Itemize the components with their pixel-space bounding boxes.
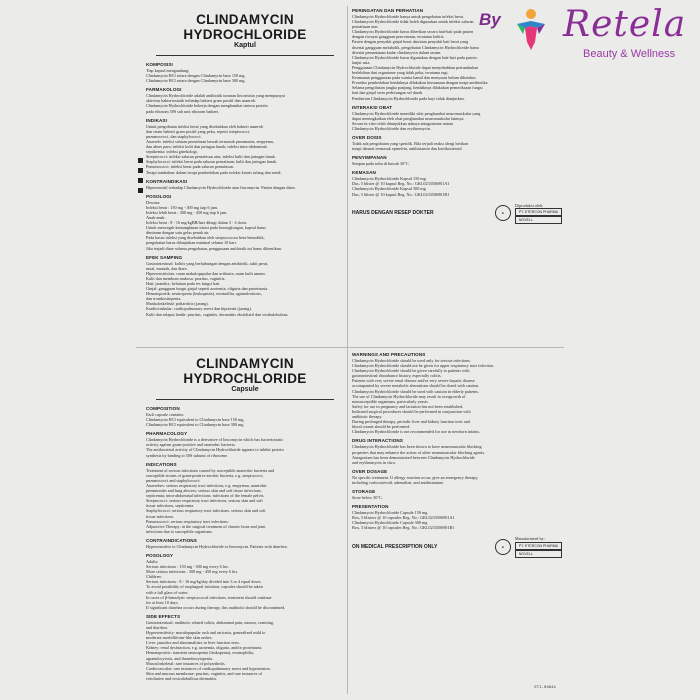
section-heading: PRESENTATION [352, 504, 389, 510]
section-line: Infeksi berat : 8 - 16 mg/kgBB/hari dibagi dalam 3 - 4 dosis. [146, 220, 248, 226]
section-heading: KOMPOSISI [146, 62, 173, 67]
section-line: Pemberian Clindamycin Hydrochloride pada bayi tidak dianjurkan. [352, 95, 465, 101]
section-line: mual, muntah, dan diare. [146, 265, 188, 271]
section-line: Hati: jaundice, kelainan pada tes fungsi hati. [146, 281, 221, 286]
section-body [146, 620, 344, 681]
section-heading: PENYIMPANAN [352, 155, 387, 161]
section-line: Dus, 5 blister @ 10 kapsul Reg. No.: GKL0233506901A1 [352, 181, 450, 187]
section-line: Penggunaan Clindamycin Hydrochloride dapat menyebabkan pertumbuhan [352, 64, 479, 70]
section-body [146, 437, 344, 457]
sections-en-right [352, 352, 562, 530]
section-line: for at least 10 days. [146, 599, 179, 605]
section-heading: KONTRAINDIKASI [146, 178, 188, 184]
section-heading: COMPOSITION [146, 406, 180, 411]
section-line: If significant diarrhea occurs during therapy, this antibiotic should be discontinued. [146, 604, 286, 610]
section-line: Each capsule contains: [146, 412, 185, 417]
manufacturer-logo-icon: ⊕ [495, 205, 511, 221]
section-line: Pada kasus infeksi yang disebabkan oleh streptococcus beta-hemolitik, [146, 235, 265, 241]
section-line: Serious infections : 150 mg - 300 mg every 6 hrs. [146, 564, 229, 570]
section-side-effects [146, 614, 344, 681]
section-line: Children: [146, 574, 162, 580]
section-line: aktivitas bakteriostatik terhadap bakteri gram positif dan anaerob. [146, 98, 256, 104]
section-heading: WARNINGS AND PRECAUTIONS [352, 352, 426, 357]
section-line: berlebihan dari organisme yang tidak peka, terutama ragi. [352, 70, 449, 76]
section-line: Clindamycin Hydrochloride Capsule 300 mg [352, 520, 428, 526]
section-line: Adults: [146, 558, 159, 564]
section-heading: EFEK SAMPING [146, 254, 183, 260]
section-line: Muskuloskeletal: poliartritis (jarang). [146, 301, 209, 307]
section-line: Hypersensitive to Clindamycin Hydrochloride or lincomycin. Patients with diarrhea. [146, 543, 288, 549]
section-presentation [352, 504, 562, 530]
watermark-brand: Retela [563, 4, 687, 45]
section-pharmacology [146, 431, 344, 457]
section-line: Pasien dengan penyakit ginjal berat dan/atau penyakit hati berat yang [352, 39, 469, 45]
section-heading: DRUG INTERACTIONS [352, 438, 403, 444]
section-line: Selama pengobatan jangka panjang, hendaknya dilakukan pemeriksaan fungsi [352, 85, 483, 91]
section-composition [146, 406, 344, 427]
section-body [352, 495, 562, 500]
section-line: Hypersensitivity: maculopapular rash and urticaria, generalized mild to [146, 630, 266, 636]
section-line: Clindamycin Hydrochloride Kapsul 150 mg [352, 176, 426, 182]
section-body [146, 124, 344, 175]
section-line: Clindamycin Hydrochloride should not be given for upper respiratory tract infection. [352, 363, 495, 369]
section-line: tissue infections. [146, 513, 175, 519]
section-over-dosis [352, 135, 562, 151]
section-line: Untuk pengobatan infeksi berat yang disebabkan oleh bakteri anaerob [146, 123, 263, 129]
section-line: Store below 30°C. [352, 494, 383, 500]
section-line: susceptible strains of gram-positive aerobic bacteria, e.g. streptococci, [146, 472, 264, 478]
section-heading: PERINGATAN DAN PERHATIAN [352, 8, 424, 13]
section-body [352, 176, 562, 196]
section-line: Clindamycin Hydrochloride should be used with caution in elderly patients. [352, 388, 479, 394]
leaflet-subtitle-en: Capsule [231, 386, 259, 393]
section-body [146, 468, 344, 534]
section-line: Gastrointestinal: kolitis yang berhubungan dengan antibiotik, sakit perut, [146, 260, 269, 266]
section-line: Patients with very severe renal disease and/or very severe hepatic disease [352, 378, 475, 384]
section-body [146, 544, 344, 549]
section-posology [146, 553, 344, 610]
document-code: ETI-04841 [534, 686, 556, 690]
section-line: diminum dengan satu gelas penuh air. [146, 230, 210, 236]
section-line: moderate morbilliform-like skin rashes. [146, 635, 213, 641]
print-registration-marks [138, 8, 144, 344]
manufacturer-line-en: Manufactured by: [514, 536, 545, 542]
section-line: Kardiovaskular: cardiopulmonary arrest dan hipotensi (jarang). [146, 306, 252, 312]
section-line: Anaerob: infeksi saluran pernafasan bawah termasuk pneumonia, empyema, [146, 138, 274, 144]
section-line: Kulit dan membran mukosa: pruritus, vaginitis. [146, 275, 226, 281]
section-line: agranulocytosis, and thrombocytopenia. [146, 655, 213, 661]
section-heading: OVER DOSIS [352, 134, 382, 140]
section-heading: OVER DOSAGE [352, 468, 388, 474]
section-line: Clindamycin Hydrochloride hanya untuk pengobatan infeksi berat. [352, 14, 464, 19]
section-komposisi [146, 62, 344, 83]
section-line: Secara in vitro telah ditunjukkan adanya antagonisme antara [352, 120, 454, 126]
section-posologi [146, 194, 344, 251]
section-line: Clindamycin Hydrochloride should be given carefully to patients with [352, 368, 470, 374]
section-body [352, 141, 562, 151]
section-line: Hipersensitivitas: ruam makulopapular dan urtikaria, ruam kulit umum. [146, 270, 266, 276]
section-drug-interactions [352, 438, 562, 464]
section-heading: STORAGE [352, 488, 376, 494]
section-line: dan trombositopenia. [146, 296, 182, 302]
section-line: pengobatan harus dilanjutkan minimal selama 10 hari. [146, 240, 237, 246]
section-heading: SIDE EFFECTS [146, 613, 181, 619]
section-line: dapat meningkatkan efek obat penghambat neuromuskular lainnya. [352, 115, 465, 121]
section-line: Musculoskeletal: rare instances of polyarthritis. [146, 660, 226, 666]
section-line: Antagonism has been demonstrated between Clindamycin Hydrochloride [352, 454, 475, 460]
section-line: blood counts should be performed. [352, 424, 411, 430]
section-line: dan abses paru; infeksi kulit dan jaringan lunak; infeksi intra-abdominal, [146, 144, 268, 150]
section-line: Tidak ada pengobatan yang spesifik. Bila terjadi reaksi alergi berikan [352, 140, 469, 146]
section-penyimpanan [352, 155, 562, 166]
section-line: Staphylococci: infeksi berat pada saluran pernafasan, kulit dan jaringan lunak. [146, 159, 278, 165]
section-heading: FARMAKOLOGI [146, 87, 182, 93]
section-line: No specific treatment. If allergy reaction occur, give an emergency therapy, [352, 474, 479, 480]
section-body [352, 475, 562, 485]
section-line: In cases of β-hemolytic streptococcal infections, treatment should continue [146, 594, 272, 600]
section-line: nonsusceptible organisms, particularly yeasts. [352, 398, 429, 404]
section-line: Clindamycin Hydrochloride has been shown to have neuromuscular blocking [352, 444, 482, 450]
section-body [146, 559, 344, 610]
section-contraindications [146, 538, 344, 549]
section-body [352, 111, 562, 131]
panel-english-left [138, 352, 344, 692]
section-line: Adjunctive Therapy: in the surgical treatment of chronic bone and joint [146, 523, 266, 529]
section-line: Gastrointestinal: antibiotic related colitis, abdominal pain, nausea, vomiting, [146, 619, 275, 625]
section-line: Clindamycin Hydrochloride is a derivative of lincomycin which has bacteriostatic [146, 437, 284, 443]
section-heading: PHARMACOLOGY [146, 431, 188, 437]
horizontal-fold-line [136, 347, 564, 348]
section-line: pneumococci and staphylococci. [146, 477, 201, 483]
section-line: Clindamycin Hydrochloride harus diberikan secara hati-hati pada pasien [352, 29, 474, 35]
section-line: gastrointestinal disturbance history, especially colitis. [352, 373, 442, 379]
panel-english-right [352, 352, 562, 692]
section-line: Cardiovascular: rare instances of cardiopulmonary arrest and hypotension. [146, 665, 271, 671]
section-indikasi [146, 118, 344, 175]
section-body [352, 161, 562, 166]
section-line: Clindamycin Hydrochloride Kapsul 300 mg [352, 186, 426, 192]
section-line: lanjut usia. [352, 59, 371, 65]
section-heading: POSOLOGY [146, 552, 174, 558]
section-line: Clindamycin HCl setara dengan Clindamycin base 150 mg. [146, 73, 246, 79]
vertical-fold-line [347, 6, 348, 694]
manufacturer-block-id [495, 203, 562, 224]
section-line: Clindamycin Hydrochloride Capsule 150 mg [352, 510, 428, 516]
manufacturer-name-id: PT. ETERCON PHARMA [515, 208, 562, 216]
section-line: Untuk mencegah kemungkinan iritasi pada kerongkongan, kapsul harus [146, 225, 267, 231]
section-line: Liver: jaundice and abnormalities in liver function tests. [146, 640, 240, 646]
section-line: Box, 5 blisters @ 10 capsules Reg. No.: GKL0233506901B1 [352, 525, 455, 531]
section-line: Hematopoetik: neutropenia (leukopenia), eosinofilia, agranulositosis, [146, 291, 262, 297]
section-line: pneumonitis and lung abscess; serious skin and soft tissue infections; [146, 488, 262, 494]
section-line: properties that may enhance the action of other neuromuscular blocking agents. [352, 449, 486, 455]
section-line: Dus, 5 blister @ 10 kapsul Reg. No.: GKL0233506901B1 [352, 191, 450, 197]
section-line: Clindamycin Hydrochloride memiliki sifat penghambat neuromuskular yang [352, 110, 481, 116]
section-line: Clindamycin Hydrochloride adalah antibiotik turunan lincomisin yang mempunyai [146, 93, 285, 99]
section-line: Clindamycin Hydrochloride bekerja dengan menghambat sintesa protein [146, 103, 268, 109]
section-farmakologi [146, 87, 344, 113]
section-line: exfoliative and vesiculobullous dermatitis. [146, 675, 218, 681]
section-efek-samping [146, 255, 344, 317]
sections-en-left [146, 406, 344, 681]
section-line: septikemia; infeksi ginekologi. [146, 149, 198, 155]
section-line: Pneumococci: infeksi berat pada saluran pernafasan. [146, 164, 234, 170]
section-line: and diarrhea. [146, 625, 168, 630]
section-line: Infeksi berat : 150 mg - 300 mg tiap 6 jam. [146, 204, 218, 210]
section-line: septicemia; intra-abdominal infections; infections of the female pelvis. [146, 493, 265, 499]
section-line: Clindamycin HCl equivalent to Clindamycin base 150 mg. [146, 417, 245, 423]
section-line: Clindamycin Hydrochloride harus digunakan dengan hati-hati pada pasien [352, 54, 477, 60]
footer-id [352, 203, 562, 224]
section-indications [146, 462, 344, 534]
watermark-tagline: Beauty & Wellness [583, 48, 676, 60]
section-line: Indicated surgical procedures should be performed in conjunction with [352, 408, 471, 414]
section-line: Streptococci: serious respiratory tract infections, serious skin and soft [146, 498, 263, 504]
title-rule [156, 55, 334, 56]
section-line: and erythromycin in vitro. [352, 459, 396, 465]
section-body [146, 261, 344, 317]
manufacturer-line-id: Diproduksi oleh: [514, 202, 544, 208]
retela-figure-icon [511, 6, 551, 54]
prescription-warning-en: ON MEDICAL PRESCRIPTION ONLY [352, 543, 438, 550]
section-line: Streptococci: infeksi saluran pernafasan atas, infeksi kulit dan jaringan lunak. [146, 154, 276, 160]
section-heading: POSOLOGI [146, 193, 172, 199]
section-line: Ginjal: gangguan fungsi ginjal seperti azotemia, oliguria dan proteinuria. [146, 286, 269, 292]
section-body [146, 93, 344, 113]
section-line: pneumococci, dan staphylococci. [146, 133, 202, 139]
section-line: Infeksi lebih berat : 300 mg - 450 mg tiap 6 jam. [146, 209, 228, 215]
section-kontraindikasi [146, 179, 344, 190]
section-line: To avoid possibility of esophageal irritation, capsules should be taken [146, 584, 263, 590]
section-body [352, 510, 562, 530]
section-line: More serious infections : 300 mg - 450 mg every 6 hrs. [146, 569, 239, 575]
section-body [352, 444, 562, 464]
manufacturer-name-en: PT. ETERCON PHARMA [515, 542, 562, 550]
section-body [146, 200, 344, 251]
section-line: Safety for use in pregnancy and lactation has not been established. [352, 403, 464, 409]
section-line: Simpan pada suhu di bawah 30°C. [352, 161, 410, 167]
section-body [146, 412, 344, 427]
manufacturer-logo-icon: ⊕ [495, 539, 511, 555]
section-line: Staphylococci: serious respiratory tract infections, serious skin and soft [146, 508, 266, 514]
title-rule [156, 399, 334, 400]
section-body [352, 358, 562, 434]
partner-name-en: NOVELL [515, 550, 562, 558]
section-line: Jika terjadi diare selama pengobatan, penggunaan antibiotik ini harus dihentikan. [146, 245, 282, 251]
section-line: disertai pemantauan kadar clindamycin dalam serum. [352, 49, 442, 55]
section-line: accompanied by severe metabolic aberrations should be dosed with caution. [352, 383, 480, 389]
sections-id-left [146, 62, 344, 317]
section-line: Treatment of serious infections caused by susceptible anaerobic bacteria and [146, 467, 275, 473]
panel-indonesian-left [138, 8, 344, 344]
partner-name-id: NOVELL [515, 216, 562, 224]
section-heading: KEMASAN [352, 170, 376, 176]
section-line: Kidney: renal dysfunction, e.g. azotemia, oliguria, and/or proteinuria. [146, 645, 263, 651]
section-line: Anaerobes: serious respiratory tract infections, e.g. empyema, anaerobic [146, 482, 268, 488]
section-line: Clindamycin Hydrochloride is not recommended for use in newborn infants. [352, 429, 481, 435]
section-line: pada ribosom 50S sub unit ribosom bakteri. [146, 108, 220, 114]
section-line: terapi darurat termasuk epinefrin, antihistamin dan kortikosteroid. [352, 146, 463, 152]
section-line: pernafasan atas. [352, 24, 379, 30]
leaflet-title-id: CLINDAMYCIN HYDROCHLORIDE [183, 12, 307, 42]
section-over-dosage [352, 469, 562, 485]
section-heading: CONTRAINDICATIONS [146, 537, 197, 543]
section-line: Clindamycin Hydrochloride tidak boleh digunakan untuk infeksi saluran [352, 19, 474, 25]
section-line: During prolonged therapy, periodic liver and kidney function tests and [352, 419, 470, 425]
section-line: Prosedur pembedahan hendaknya dilakukan bersamaan dengan terapi antibiotika. [352, 80, 489, 86]
section-line: including corticosteroid, adrenaline, and antihistamine. [352, 479, 445, 485]
section-line: disertai gangguan metabolik, pengobatan Clindamycin Hydrochloride harus [352, 44, 480, 50]
footer-en [352, 536, 562, 557]
section-line: Hipersensitif terhadap Clindamycin Hydrochloride atau lincomycin. Pasien dengan diare. [146, 184, 296, 190]
section-line: Skin and mucous membrane: pruritus, vaginitis, and rare instances of [146, 670, 262, 676]
section-line: tissue infections, septicemia. [146, 503, 195, 509]
section-line: Clindamycin Hydrochloride should be used only for serious infections. [352, 358, 471, 363]
section-line: Hematopoietic: transient neutropenia (leukopenia), eosinophilia, [146, 650, 254, 656]
section-body [146, 68, 344, 83]
section-line: dengan riwayat gangguan pencernaan, terutama kolitis. [352, 34, 445, 40]
section-line: Kulit dan selaput lendir: pruritus, vaginitis, dermatitis eksfoliatif dan vesikulobulosa. [146, 311, 289, 317]
section-line: Clindamycin HCl setara dengan Clindamycin base 300 mg. [146, 78, 246, 84]
section-line: activity against gram-positive and anaerobic bacteria. [146, 442, 236, 448]
section-line: synthesis by binding to 50S subunit of ribosome. [146, 452, 228, 458]
section-kemasan [352, 170, 562, 196]
section-line: hati dan ginjal serta perhitungan sel darah. [352, 90, 424, 96]
section-body [146, 185, 344, 190]
section-line: Box, 5 blisters @ 10 capsules Reg. No.: GKL0233506901A1 [352, 515, 455, 521]
section-heading: INTERAKSI OBAT [352, 104, 393, 110]
section-line: with a full glass of water. [146, 589, 189, 595]
section-line: Clindamycin Hydrochloride dan erythromycin. [352, 125, 431, 131]
leaflet-subtitle-id: Kaptul [234, 42, 256, 49]
section-line: Serious infections : 8 - 16 mg/kg/day divided into 3 or 4 equal doses. [146, 579, 262, 585]
section-line: dan strain bakteri gram positif yang peka, seperti streptococci, [146, 128, 251, 134]
section-line: Clindamycin HCl equivalent to Clindamycin base 300 mg. [146, 422, 245, 428]
section-line: infections due to susceptible organisms. [146, 528, 213, 534]
section-warnings-and-precautions [352, 352, 562, 434]
section-line: Tiap kapsul mengandung: [146, 68, 190, 73]
section-line: antibiotic therapy. [352, 414, 383, 420]
prescription-warning-id: HARUS DENGAN RESEP DOKTER [352, 210, 434, 217]
retela-watermark [479, 2, 694, 68]
section-line: The antibacterial activity of Clindamycin Hydrochloride appears to inhibit protein [146, 447, 284, 453]
manufacturer-block-en [495, 536, 562, 557]
section-storage [352, 489, 562, 500]
watermark-prefix: By [479, 10, 501, 29]
section-interaksi-obat [352, 105, 562, 131]
section-line: Anak-anak: [146, 214, 166, 220]
section-heading: INDIKASI [146, 117, 167, 123]
section-heading: INDICATIONS [146, 461, 177, 467]
leaflet-title-en: CLINDAMYCIN HYDROCHLORIDE [183, 356, 307, 386]
section-line: Keamanan penggunaan pada wanita hamil dan menyusui belum diketahui. [352, 75, 477, 81]
section-line: Terapi tambahan: dalam terapi pembedahan pada infeksi kronis tulang dan sendi. [146, 169, 282, 175]
section-line: The use of Clindamycin Hydrochloride may result in overgrowth of [352, 393, 466, 399]
section-line: Pneumococci: serious respiratory tract infections. [146, 518, 229, 524]
section-line: Dewasa: [146, 199, 161, 205]
